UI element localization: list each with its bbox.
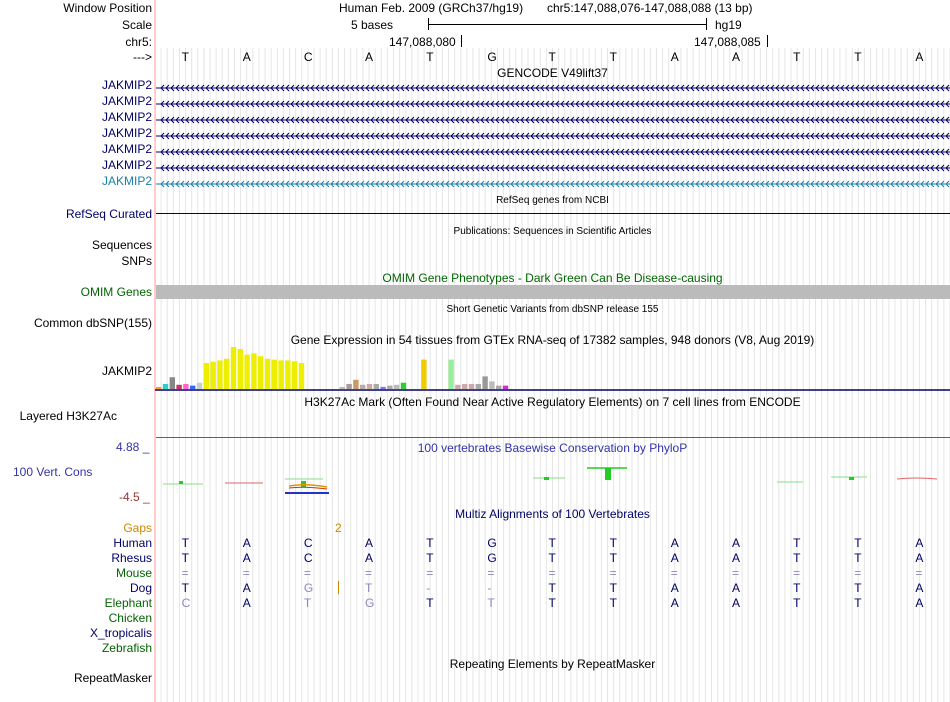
coord-right-tick <box>767 35 768 47</box>
gtex-tissue-bar[interactable] <box>448 360 453 389</box>
multiz-base: A <box>670 581 679 595</box>
multiz-base: T <box>609 581 617 595</box>
gtex-tissue-bar[interactable] <box>272 360 277 389</box>
gtex-tissue-bar[interactable] <box>469 384 474 389</box>
gtex-tissue-bar[interactable] <box>278 360 283 389</box>
refseq-label[interactable]: RefSeq Curated <box>65 207 152 221</box>
h3k27ac-label[interactable]: Layered H3K27Ac <box>19 409 117 423</box>
multiz-base: G <box>487 536 497 550</box>
multiz-base: = <box>793 566 801 580</box>
gtex-tissue-bar[interactable] <box>367 384 372 389</box>
multiz-base: = <box>731 566 739 580</box>
gencode-track-title[interactable]: GENCODE V49lift37 <box>497 66 608 80</box>
phylop-marks <box>163 468 937 493</box>
gencode-gene-label[interactable]: JAKMIP2 <box>101 158 152 172</box>
multiz-base: T <box>181 536 189 550</box>
gtex-tissue-bar[interactable] <box>299 363 304 389</box>
multiz-base: A <box>670 551 679 565</box>
multiz-species-label[interactable]: Human <box>113 536 152 550</box>
gtex-tissue-bar[interactable] <box>258 356 263 389</box>
gencode-gene-label[interactable]: JAKMIP2 <box>101 142 152 156</box>
gtex-tissue-bar[interactable] <box>183 384 188 389</box>
base-letter: A <box>242 50 251 64</box>
multiz-base: A <box>915 536 924 550</box>
base-letter: A <box>365 50 374 64</box>
coord-left: 147,088,080 <box>389 35 456 49</box>
strand-label: ---> <box>133 50 152 64</box>
gtex-tissue-bar[interactable] <box>163 384 168 389</box>
gtex-tissue-bar[interactable] <box>482 376 487 389</box>
multiz-base: A <box>365 536 374 550</box>
multiz-base: T <box>365 581 373 595</box>
multiz-species-label[interactable]: Mouse <box>115 566 152 580</box>
multiz-track-title[interactable]: Multiz Alignments of 100 Vertebrates <box>455 507 650 521</box>
scale-bar-left-tick <box>428 18 429 30</box>
gencode-gene-label[interactable]: JAKMIP2 <box>101 174 152 188</box>
base-letter: T <box>426 50 434 64</box>
multiz-base: T <box>793 581 801 595</box>
multiz-base: T <box>303 596 312 610</box>
repeatmasker-label[interactable]: RepeatMasker <box>73 671 152 685</box>
gtex-tissue-bar[interactable] <box>217 360 222 389</box>
gap-insertion-marker <box>338 581 339 594</box>
base-letter: T <box>609 50 617 64</box>
base-letter: T <box>181 50 189 64</box>
multiz-base: A <box>242 596 251 610</box>
base-letter: T <box>548 50 556 64</box>
multiz-base: T <box>548 596 556 610</box>
gtex-tissue-bar[interactable] <box>156 387 161 389</box>
base-letter: T <box>793 50 801 64</box>
multiz-base: = <box>854 566 862 580</box>
gencode-gene-label[interactable]: JAKMIP2 <box>101 126 152 140</box>
base-letter: A <box>731 50 740 64</box>
base-letter: T <box>854 50 862 64</box>
publications-label[interactable]: Sequences <box>91 238 152 252</box>
gtex-tissue-bar[interactable] <box>360 385 365 389</box>
multiz-base: G <box>365 596 375 610</box>
gtex-tissue-bar[interactable] <box>231 347 236 389</box>
omim-track-title[interactable]: OMIM Gene Phenotypes - Dark Green Can Be Disease-causing <box>382 271 723 285</box>
coord-right: 147,088,085 <box>694 35 761 49</box>
publications-track-title[interactable]: Publications: Sequences in Scientific Articles <box>453 226 652 237</box>
multiz-species-label[interactable]: Elephant <box>104 596 152 610</box>
h3k27ac-track-title[interactable]: H3K27Ac Mark (Often Found Near Active Regulatory Elements) on 7 cell lines from ENCODE <box>304 395 801 409</box>
phylop-track-title[interactable]: 100 vertebrates Basewise Conservation by PhyloP <box>417 441 688 455</box>
multiz-base: A <box>731 551 740 565</box>
window-position-label: Window Position <box>63 1 152 15</box>
multiz-base: A <box>915 596 924 610</box>
dbsnp-label[interactable]: Common dbSNP(155) <box>33 316 152 330</box>
base-letter: C <box>303 50 313 64</box>
dbsnp-track-title[interactable]: Short Genetic Variants from dbSNP release 155 <box>446 304 659 315</box>
multiz-base: A <box>731 581 740 595</box>
multiz-base: A <box>242 581 251 595</box>
multiz-base: G <box>487 551 497 565</box>
phylop-plot[interactable] <box>155 455 950 500</box>
gtex-tissue-bar[interactable] <box>244 355 249 389</box>
phylop-label[interactable]: 100 Vert. Cons <box>13 465 93 479</box>
multiz-base: = <box>181 566 189 580</box>
gtex-label[interactable]: JAKMIP2 <box>101 364 152 378</box>
multiz-base: C <box>181 596 191 610</box>
gtex-tissue-bar[interactable] <box>476 384 481 389</box>
gtex-tissue-bar[interactable] <box>190 386 195 389</box>
h3k27ac-baseline <box>156 437 950 438</box>
assembly-label[interactable]: Human Feb. 2009 (GRCh37/hg19) <box>339 1 524 15</box>
refseq-track-title[interactable]: RefSeq genes from NCBI <box>496 195 609 206</box>
gtex-bar-chart[interactable] <box>155 346 950 392</box>
multiz-base: T <box>793 551 801 565</box>
gtex-tissue-bar[interactable] <box>387 386 392 389</box>
multiz-base: = <box>548 566 556 580</box>
multiz-base: T <box>793 596 801 610</box>
base-letter: G <box>487 50 497 64</box>
multiz-base: G <box>303 581 314 595</box>
multiz-species-label[interactable]: Rhesus <box>111 551 152 565</box>
multiz-base: T <box>854 536 862 550</box>
multiz-base: = <box>609 566 617 580</box>
gtex-tissue-bar[interactable] <box>489 381 494 389</box>
multiz-base: A <box>242 536 251 550</box>
multiz-base: = <box>365 566 373 580</box>
multiz-base: C <box>303 551 313 565</box>
gencode-gene-models[interactable] <box>155 80 950 192</box>
gtex-tissue-bar[interactable] <box>224 359 229 389</box>
base-letter: A <box>915 50 924 64</box>
multiz-base: A <box>915 581 924 595</box>
gtex-tissue-bar[interactable] <box>340 387 345 389</box>
multiz-base: T <box>181 551 189 565</box>
multiz-base: A <box>670 596 679 610</box>
multiz-base: A <box>731 596 740 610</box>
coord-left-tick <box>461 35 462 47</box>
multiz-base: - <box>426 581 431 595</box>
phylop-min: -4.5 _ <box>119 490 150 504</box>
gtex-tissue-bar[interactable] <box>210 362 215 389</box>
gtex-tissue-bar[interactable] <box>503 386 508 389</box>
multiz-base: A <box>731 536 740 550</box>
gtex-tissue-bar[interactable] <box>496 386 501 389</box>
scale-bases: 5 bases <box>351 18 394 32</box>
multiz-base: C <box>303 536 313 550</box>
scale-bar <box>428 24 706 25</box>
multiz-base: T <box>854 551 862 565</box>
gtex-tissue-bar[interactable] <box>462 384 467 389</box>
multiz-base: = <box>670 566 678 580</box>
multiz-base: T <box>609 551 617 565</box>
scale-label: Scale <box>121 18 152 32</box>
base-letter: A <box>670 50 679 64</box>
multiz-base: T <box>854 581 862 595</box>
multiz-base: T <box>426 551 434 565</box>
multiz-base: = <box>303 566 311 580</box>
gtex-tissue-bar[interactable] <box>401 383 406 389</box>
gtex-tissue-bar[interactable] <box>285 360 290 389</box>
gtex-tissue-bar[interactable] <box>238 349 243 389</box>
gtex-tissue-bar[interactable] <box>292 361 297 389</box>
snps-label[interactable]: SNPs <box>121 254 152 268</box>
gtex-tissue-bar[interactable] <box>346 384 351 389</box>
gtex-tissue-bar[interactable] <box>251 353 256 389</box>
scale-db: hg19 <box>715 18 742 32</box>
multiz-species-label[interactable]: Chicken <box>108 611 152 625</box>
multiz-base: = <box>487 566 495 580</box>
multiz-base: T <box>548 536 556 550</box>
multiz-base: = <box>915 566 923 580</box>
multiz-base: - <box>487 581 492 595</box>
gencode-gene-label[interactable]: JAKMIP2 <box>101 78 152 92</box>
multiz-base: T <box>548 551 556 565</box>
omim-label[interactable]: OMIM Genes <box>80 285 152 299</box>
multiz-base: T <box>854 596 862 610</box>
multiz-base: A <box>915 551 924 565</box>
gtex-tissue-bar[interactable] <box>170 377 175 389</box>
gaps-label[interactable]: Gaps <box>123 521 152 535</box>
multiz-species-label[interactable]: X_tropicalis <box>89 626 152 640</box>
gtex-tissue-bar[interactable] <box>353 380 358 389</box>
multiz-base: A <box>365 551 374 565</box>
phylop-max: 4.88 _ <box>116 440 150 454</box>
multiz-base: T <box>548 581 556 595</box>
omim-region-bar[interactable] <box>156 285 950 299</box>
multiz-base: = <box>426 566 434 580</box>
gtex-tissue-bar[interactable] <box>374 384 379 389</box>
gtex-tissue-bar[interactable] <box>455 385 460 389</box>
position-label[interactable]: chr5:147,088,076-147,088,088 (13 bp) <box>547 1 753 15</box>
gtex-tissue-bar[interactable] <box>204 363 209 389</box>
multiz-base: T <box>426 596 434 610</box>
multiz-base: T <box>181 581 189 595</box>
gencode-gene-label[interactable]: JAKMIP2 <box>101 110 152 124</box>
gtex-track-title[interactable]: Gene Expression in 54 tissues from GTEx RNA-seq of 17382 samples, 948 donors (V8, Aug 2019) <box>290 333 815 347</box>
multiz-base: A <box>670 536 679 550</box>
multiz-base: T <box>426 536 434 550</box>
multiz-base: A <box>242 551 251 565</box>
gtex-tissue-bar[interactable] <box>421 360 426 389</box>
gtex-tissue-bar[interactable] <box>197 383 202 389</box>
refseq-gene-line[interactable] <box>156 213 950 214</box>
multiz-base: T <box>609 596 617 610</box>
multiz-species-label[interactable]: Zebrafish <box>101 641 152 655</box>
gtex-tissue-bar[interactable] <box>265 359 270 389</box>
multiz-species-label[interactable]: Dog <box>129 581 152 595</box>
chrom-label: chr5: <box>125 35 152 49</box>
gtex-tissue-bar[interactable] <box>380 387 385 389</box>
multiz-base: T <box>487 596 495 610</box>
gaps-value: 2 <box>335 521 342 535</box>
gtex-tissue-bar[interactable] <box>394 385 399 389</box>
multiz-base: T <box>793 536 801 550</box>
multiz-base: T <box>609 536 617 550</box>
scale-bar-right-tick <box>706 18 707 30</box>
gencode-gene-label[interactable]: JAKMIP2 <box>101 94 152 108</box>
multiz-base: = <box>242 566 250 580</box>
gtex-tissue-bar[interactable] <box>176 385 181 389</box>
repeatmasker-track-title[interactable]: Repeating Elements by RepeatMasker <box>449 657 656 671</box>
